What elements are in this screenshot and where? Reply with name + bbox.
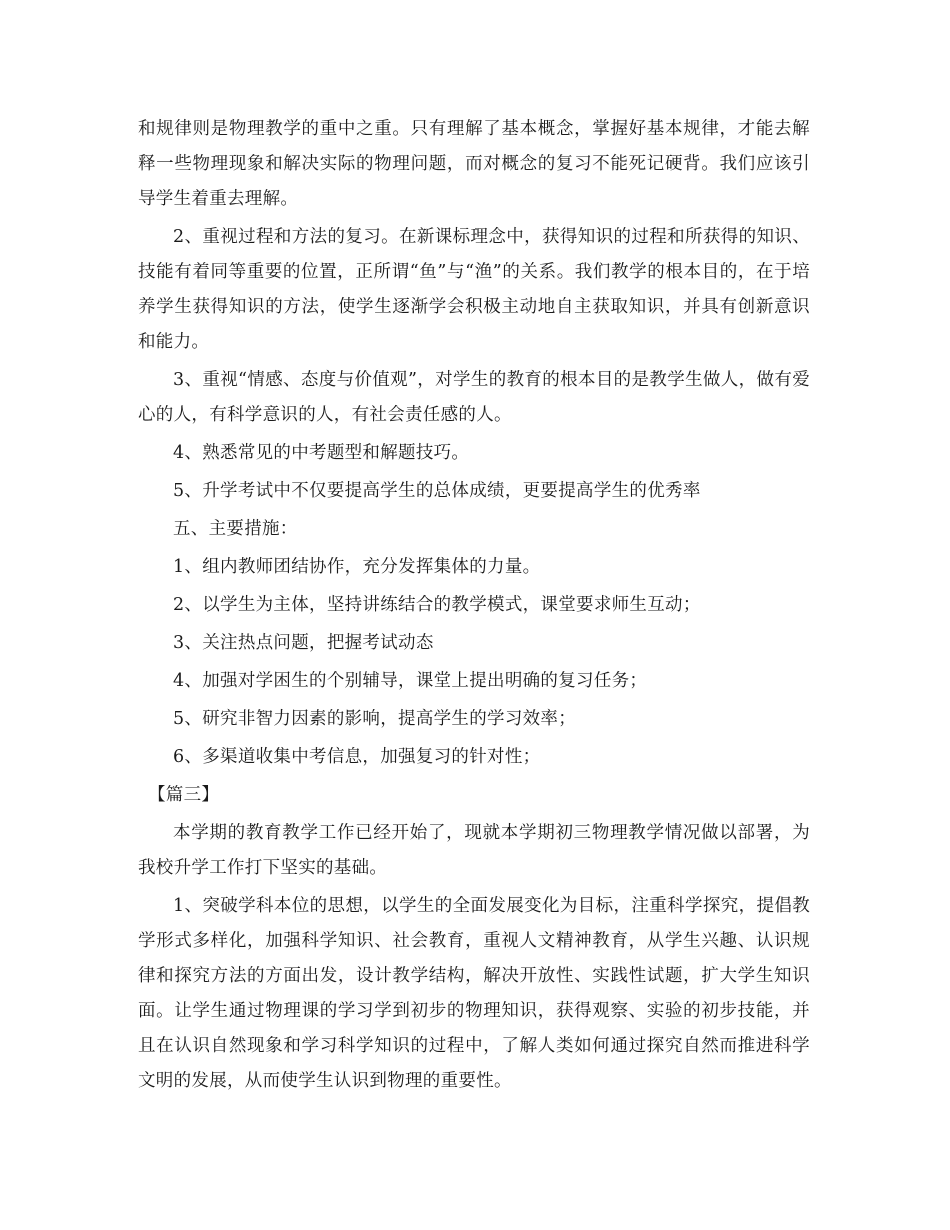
measure-item-1: 1、组内教师团结协作，充分发挥集体的力量。 [173, 557, 541, 577]
measure-item-5: 5、研究非智力因素的影响，提高学生的学习效率； [173, 709, 577, 729]
paragraph-item-3-values: 3、重视“情感、态度与价值观”，对学生的教育的根本目的是教学生做人，做有爱心的人，有科学意识的人，有社会责任感的人。 [138, 370, 810, 425]
measure-item-6: 6、多渠道收集中考信息，加强复习的针对性； [173, 747, 541, 767]
paragraph-intro-continuation: 和规律则是物理教学的重中之重。只有理解了基本概念，掌握好基本规律，才能去解释一些物理现象和解决实际的物理问题，而对概念的复习不能死记硬背。我们应该引导学生着重去理解。 [138, 119, 810, 209]
paragraph-item-5-excellence-rate: 5、升学考试中不仅要提高学生的总体成绩，更要提高学生的优秀率 [173, 481, 701, 501]
measure-item-3: 3、关注热点问题，把握考试动态 [173, 633, 434, 653]
measure-item-2: 2、以学生为主体，坚持讲练结合的教学模式，课堂要求师生互动； [173, 595, 701, 615]
paragraph-item-2-process-method: 2、重视过程和方法的复习。在新课标理念中，获得知识的过程和所获得的知识、技能有着同等重要的位置，正所谓“鱼”与“渔”的关系。我们教学的根本目的，在于培养学生获得知识的方法，使学生逐渐学会积极主动地自主获取知识，并具有创新意识和能力。 [138, 227, 810, 352]
chapter-heading-part-three: 【篇三】 [148, 785, 220, 805]
paragraph-part-three-intro: 本学期的教育教学工作已经开始了，现就本学期初三物理教学情况做以部署，为我校升学工作打下坚实的基础。 [138, 823, 810, 878]
document-body [138, 112, 810, 1102]
section-heading-measures: 五、主要措施： [173, 519, 298, 539]
paragraph-part-three-item-1: 1、突破学科本位的思想，以学生的全面发展变化为目标，注重科学探究，提倡教学形式多样化，加强科学知识、社会教育，重视人文精神教育，从学生兴趣、认识规律和探究方法的方面出发，设计教学结构，解决开放性、实践性试题，扩大学生知识面。让学生通过物理课的学习学到初步的物理知识，获得观察、实验的初步技能，并且在认识自然现象和学习科学知识的过程中，了解人类如何通过探究自然而推进科学文明的发展，从而使学生认识到物理的重要性。 [138, 896, 810, 1091]
measure-item-4: 4、加强对学困生的个别辅导，课堂上提出明确的复习任务； [173, 671, 648, 691]
paragraph-item-4-exam-types: 4、熟悉常见的中考题型和解题技巧。 [173, 443, 470, 463]
